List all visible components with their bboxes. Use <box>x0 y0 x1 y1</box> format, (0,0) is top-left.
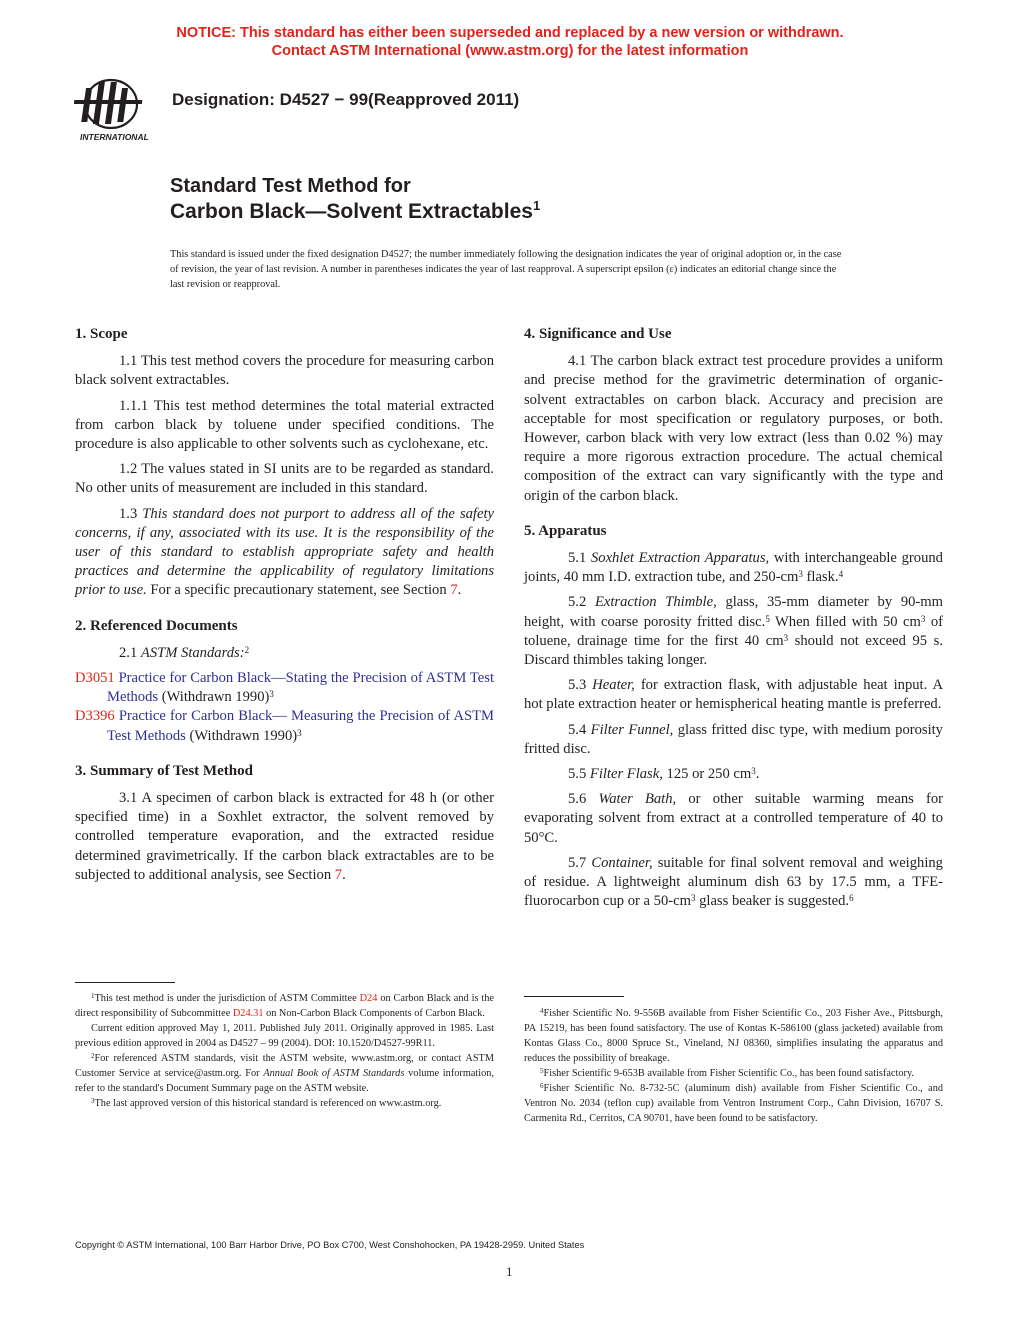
title-footnote-mark: 1 <box>532 198 541 213</box>
superscript: 3 <box>751 766 756 777</box>
footnote <box>75 1051 494 1096</box>
safety-caveat: This standard does not purport to address all of the safety concerns, if any, associated with its use. It is the responsibility of the user of this standard to establish appropriate safety and health practices and determine the applicability of regulatory limitations prior to use. <box>75 505 494 599</box>
paragraph <box>75 505 494 601</box>
section-scope <box>75 325 494 601</box>
section-summary <box>75 762 494 885</box>
footnote-mark: 3 <box>269 689 274 700</box>
paragraph-text: glass fritted disc type, with medium porosity fritted disc. <box>524 721 943 757</box>
punctuation: . <box>755 766 760 783</box>
reference-item <box>75 669 494 707</box>
footnote-text: Fisher Scientific 9-653B available from Fisher Scientific Co., has been found satisfactory. <box>543 1068 915 1079</box>
footnote-mark: 3 <box>91 1097 95 1105</box>
paragraph-text: 3.1 A specimen of carbon black is extracted for 48 h (or other specified time) in a Soxhlet extractor, the solvent removed by controlled temperature evaporation, and the extracted residue determined gravimetrically. If the carbon black extractables are to be subjected to additional analysis, see Section <box>75 790 494 883</box>
footnote <box>524 1006 943 1066</box>
section-heading: 1. Scope <box>75 326 128 342</box>
apparatus-name: Filter Flask, <box>589 766 663 783</box>
apparatus-name: Filter Funnel, <box>590 721 674 738</box>
paragraph: 1.2 The values stated in SI units are to be regarded as standard. No other units of measurement are included in this standard. <box>75 461 494 497</box>
paragraph-text: For a specific precautionary statement, see Section <box>150 582 447 599</box>
paragraph-text: for extraction flask, with adjustable heat input. A hot plate extraction heater or hemispherical heating mantle is preferred. <box>524 677 943 713</box>
reference-item <box>75 707 494 745</box>
reference-code-link[interactable]: D3396 <box>75 708 115 725</box>
footnote-text: The last approved version of this historical standard is referenced on www.astm.org. <box>94 1098 442 1109</box>
title-main: Carbon Black—Solvent Extractables <box>170 200 533 223</box>
footnote-text: This test method is under the jurisdiction of ASTM Committee <box>94 993 357 1004</box>
paragraph-text: ASTM Standards: <box>140 644 245 661</box>
punctuation: . <box>342 866 346 883</box>
committee-link[interactable]: D24 <box>359 993 378 1004</box>
section-heading: 3. Summary of Test Method <box>75 762 253 779</box>
footnote-text: Fisher Scientific No. 9-556B available from Fisher Scientific Co., 203 Fisher Ave., Pittsburgh, PA 15219, has been found satisfactory. The use of Kontas K-586100 (glass jacketed) available from Kontas Glass Co., 8000 Spruce St., Vineland, NJ 08360, simplifies insulating the apparatus and reduces the possibility of breakage. <box>524 1008 943 1064</box>
section-heading: 5. Apparatus <box>524 522 607 539</box>
footnote <box>75 1096 494 1111</box>
footnote-text: on Non-Carbon Black Components of Carbon Black. <box>266 1008 485 1019</box>
footnote-text: For referenced ASTM standards, visit the ASTM website, www.astm.org, or contact ASTM Customer Service at service@astm.org. For <box>75 1053 494 1079</box>
footnote-mark: 5 <box>540 1067 544 1075</box>
reference-code-link[interactable]: D3051 <box>75 670 115 687</box>
astm-logo <box>74 74 164 146</box>
paragraph-number: 5.3 <box>568 677 587 694</box>
footnote-mark: 6 <box>849 893 854 904</box>
paragraph-number: 5.7 <box>568 854 587 871</box>
superscript: 3 <box>920 613 926 624</box>
apparatus-item <box>524 593 943 670</box>
paragraph <box>75 644 494 663</box>
paragraph-number: 5.2 <box>568 594 587 611</box>
superseded-notice <box>0 24 1020 60</box>
paragraph-number: 5.6 <box>568 791 587 808</box>
footnote: Current edition approved May 1, 2011. Published July 2011. Originally approved in 1985. Last previous edition approved in 2004 as D4527 – 99 (2004). DOI: 10.1520/D4527-99R11. <box>75 1023 494 1049</box>
paragraph: 1.1.1 This test method determines the total material extracted from carbon black by toluene under specified conditions. The procedure is also applicable to other solvents such as cyclohexane, etc. <box>75 397 494 453</box>
paragraph-number: 5.5 <box>568 766 587 783</box>
copyright: Copyright © ASTM International, 100 Barr Harbor Drive, PO Box C700, West Conshohocken, PA 19428-2959. United States <box>75 1240 585 1250</box>
apparatus-item <box>524 790 943 848</box>
left-column <box>75 325 494 901</box>
superscript: 3 <box>690 893 696 904</box>
punctuation: . <box>457 582 462 599</box>
reference-title-link[interactable]: Practice for Carbon Black—Stating the Precision of ASTM Test Methods <box>107 670 494 706</box>
section-apparatus <box>524 522 943 912</box>
section-significance <box>524 325 943 506</box>
apparatus-name: Container, <box>591 854 653 871</box>
paragraph-text: glass beaker is suggested. <box>695 893 850 910</box>
right-column <box>524 325 943 927</box>
apparatus-item <box>524 549 943 587</box>
paragraph-text: flask. <box>802 569 839 586</box>
designation: Designation: D4527 − 99(Reapproved 2011) <box>172 90 520 109</box>
paragraph-text: When filled with 50 cm <box>769 613 921 630</box>
superscript: 3 <box>798 569 803 580</box>
footnote-mark: 5 <box>765 613 770 624</box>
apparatus-item <box>524 765 943 784</box>
footnote-divider <box>75 982 175 983</box>
intro-paragraph: This standard is issued under the fixed designation D4527; the number immediately following the designation indicates the year of original adoption or, in the case of revision, the year of last revision. A number in parentheses indicates the year of last reapproval. A superscript epsilon (ε) indicates an editorial change since the last revision or reapproval. <box>170 249 842 290</box>
footnote-mark: 6 <box>540 1082 544 1090</box>
section-link[interactable]: 7 <box>450 582 458 599</box>
footnote <box>75 991 494 1021</box>
footnotes-left <box>75 991 494 1111</box>
apparatus-name: Soxhlet Extraction Apparatus, <box>590 550 770 567</box>
title-line-1: Standard Test Method for <box>170 175 411 197</box>
reference-status: (Withdrawn 1990) <box>161 689 270 706</box>
section-heading: 2. Referenced Documents <box>75 617 238 634</box>
paragraph-text: with interchangeable ground joints, 40 mm I.D. extraction tube, and 250-cm <box>524 550 943 586</box>
paragraph: 4.1 The carbon black extract test procedure provides a uniform and precise method for the gravimetric determination of organic-solvent extractables on carbon black. Accuracy and precision are acceptable for most specification or regulatory purposes, or both. However, carbon black with very low extract (less than 0.02 %) may require a more rigorous extraction procedure. The actual chemical composition of the extract can vary significantly with the type and origin of the carbon black. <box>524 353 943 504</box>
footnote-mark: 1 <box>91 992 95 1000</box>
paragraph-text: suitable for final solvent removal and weighing of residue. A lightweight aluminum dish 63 by 17.5 mm, a TFE-fluorocarbon cup or a 50-cm <box>524 854 943 910</box>
notice-line-1: NOTICE: This standard has either been superseded and replaced by a new version or withdrawn. <box>176 25 844 41</box>
page-number: 1 <box>506 1264 513 1279</box>
paragraph-number: 5.4 <box>568 721 587 738</box>
paragraph-number: 2.1 <box>119 644 138 661</box>
apparatus-name: Heater, <box>592 677 635 694</box>
section-referenced-documents <box>75 617 494 746</box>
reference-status: (Withdrawn 1990) <box>189 727 298 744</box>
apparatus-name: Extraction Thimble, <box>594 594 717 611</box>
footnote-mark: 3 <box>297 727 302 738</box>
paragraph-text: or other suitable warming means for evaporating solvent from extract at a controlled temperature of 40 to 50°C. <box>524 791 943 846</box>
apparatus-name: Water Bath, <box>598 791 677 808</box>
reference-title-link[interactable]: Practice for Carbon Black— Measuring the Precision of ASTM Test Methods <box>107 708 494 744</box>
paragraph-number: 1.3 <box>119 505 138 522</box>
footnotes-right <box>524 1006 943 1126</box>
paragraph: 1.1 This test method covers the procedure for measuring carbon black solvent extractables. <box>75 353 494 389</box>
paragraph-text: of toluene, drainage time for the first 40 cm <box>524 613 943 649</box>
footnote-mark: 2 <box>91 1052 95 1060</box>
footnote-text: on Carbon Black and is the direct responsibility of Subcommittee <box>75 993 494 1019</box>
subcommittee-link[interactable]: D24.31 <box>232 1008 264 1019</box>
footnote-mark: 2 <box>244 644 250 655</box>
superscript: 3 <box>783 632 789 643</box>
section-link[interactable]: 7 <box>334 866 343 883</box>
paragraph-text: should not exceed 95 s. Discard thimbles taking longer. <box>524 632 943 669</box>
footnote-divider <box>524 996 624 997</box>
footnote-text: Annual Book of ASTM Standards <box>263 1068 405 1079</box>
title-line-2 <box>170 200 540 224</box>
section-heading: 4. Significance and Use <box>524 326 672 342</box>
footnote-text: Fisher Scientific No. 8-732-5C (aluminum dish) available from Fisher Scientific Co., and Ventron No. 2034 (teflon cup) available from Ventron Instrument Corp., Cahn Division, 16707 S. Carmenita Rd., Cerritos, CA 90701, have been found to be satisfactory. <box>524 1083 943 1124</box>
footnote-mark: 4 <box>838 569 844 580</box>
footnote <box>524 1081 943 1126</box>
astm-logo-icon <box>74 74 164 146</box>
apparatus-item <box>524 721 943 759</box>
footnote-text: volume information, refer to the standard's Document Summary page on the ASTM website. <box>75 1068 494 1094</box>
apparatus-item <box>524 854 943 912</box>
paragraph-number: 5.1 <box>568 550 587 567</box>
footnote <box>524 1066 943 1081</box>
paragraph <box>75 789 494 885</box>
apparatus-item <box>524 676 943 714</box>
footnote-mark: 4 <box>540 1007 544 1015</box>
logo-subtext: INTERNATIONAL <box>80 132 149 142</box>
notice-line-2: Contact ASTM International (www.astm.org) for the latest information <box>271 43 749 59</box>
paragraph-text: glass, 35-mm diameter by 90-mm height, with coarse porosity fritted disc. <box>524 594 943 630</box>
paragraph-text: 125 or 250 cm <box>666 766 752 783</box>
